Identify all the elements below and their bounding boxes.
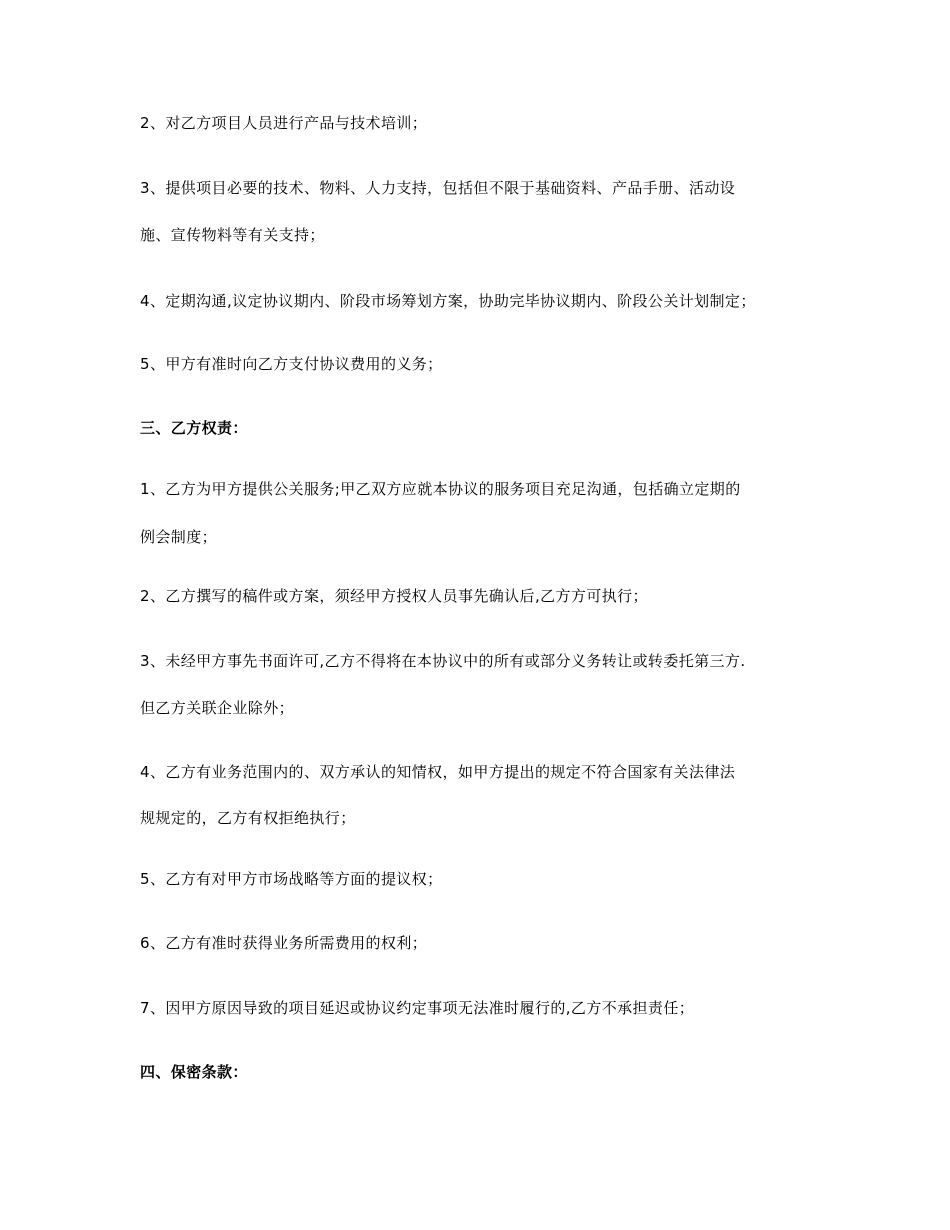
clause-b5: 5、乙方有对甲方市场战略等方面的提议权； — [140, 870, 443, 888]
section-heading-party-b-rights: 三、乙方权责： — [140, 419, 248, 437]
clause-a5: 5、甲方有准时向乙方支付协议费用的义务； — [140, 355, 443, 373]
clause-b3-line2: 但乙方关联企业除外； — [140, 699, 295, 717]
clause-b3-line1: 3、未经甲方事先书面许可,乙方不得将在本协议中的所有或部分义务转让或转委托第三方. — [140, 652, 746, 670]
clause-a3-line2: 施、宣传物料等有关支持； — [140, 226, 325, 244]
clause-b1-line1: 1、乙方为甲方提供公关服务;甲乙双方应就本协议的服务项目充足沟通，包括确立定期的 — [140, 480, 741, 498]
section-heading-confidentiality: 四、保密条款： — [140, 1063, 248, 1081]
clause-a4: 4、定期沟通,议定协议期内、阶段市场筹划方案，协助完毕协议期内、阶段公关计划制定； — [140, 292, 756, 310]
clause-b6: 6、乙方有准时获得业务所需费用的权利； — [140, 934, 428, 952]
clause-a2: 2、对乙方项目人员进行产品与技术培训； — [140, 114, 428, 132]
clause-b1-line2: 例会制度； — [140, 528, 218, 546]
clause-b7: 7、因甲方原因导致的项目延迟或协议约定事项无法准时履行的,乙方不承担责任； — [140, 999, 695, 1017]
clause-b4-line1: 4、乙方有业务范围内的、双方承认的知情权，如甲方提出的规定不符合国家有关法律法 — [140, 763, 736, 781]
clause-b2: 2、乙方撰写的稿件或方案，须经甲方授权人员事先确认后,乙方方可执行； — [140, 587, 648, 605]
clause-b4-line2: 规规定的，乙方有权拒绝执行； — [140, 809, 356, 827]
clause-a3-line1: 3、提供项目必要的技术、物料、人力支持，包括但不限于基础资料、产品手册、活动设 — [140, 179, 736, 197]
